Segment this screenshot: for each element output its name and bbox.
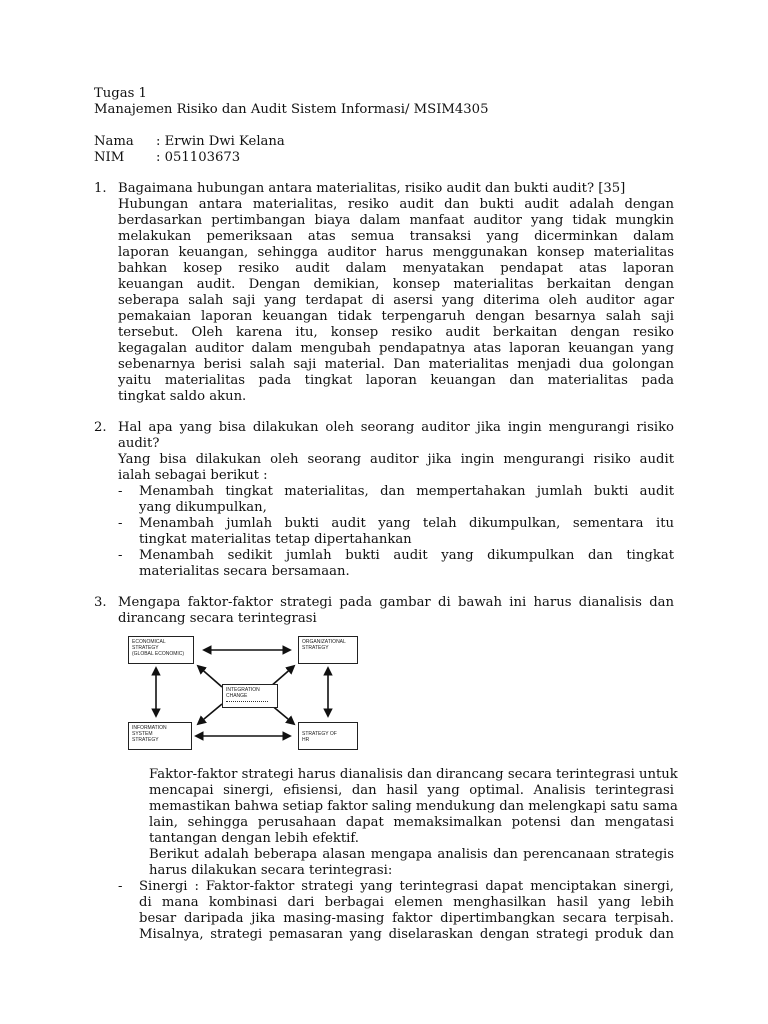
q2-bullet-line: tingkat materialitas tetap dipertahankan: [139, 532, 412, 547]
q2-bullet-line: Menambah jumlah bukti audit yang telah dikumpulkan, sementara itu: [139, 516, 674, 531]
box-label: STRATEGY: [302, 645, 329, 651]
q2-bullet-line: Menambah tingkat materialitas, dan mempertahakan jumlah bukti audit: [139, 484, 674, 499]
q3-question-line: Mengapa faktor-faktor strategi pada gambar di bawah ini harus dianalisis dan: [118, 595, 674, 610]
box-label: ECONOMICAL: [132, 639, 166, 645]
box-label: STRATEGY: [132, 645, 159, 651]
q1-answer-line: bahkan kosep resiko audit dalam menyatakan pendapat atas laporan: [118, 261, 674, 276]
q1-answer-line: pemakaian laporan keuangan tidak terpengaruh dengan besarnya salah saji: [118, 309, 674, 324]
q2-question-line: audit?: [118, 436, 160, 451]
q3-bullet-line: Misalnya, strategi pemasaran yang diselaraskan dengan strategi produk dan: [139, 927, 674, 942]
strategy-diagram: [118, 628, 378, 752]
integration-change-box: [222, 684, 278, 708]
q3-answer-line: Faktor-faktor strategi harus dianalisis dan dirancang secara terintegrasi untuk: [149, 767, 678, 782]
nama-label: Nama: [94, 134, 134, 149]
q1-answer-line: berdasarkan pertimbangan biaya dalam manfaat auditor yang tidak mungkin: [118, 213, 674, 228]
q1-number: 1.: [94, 181, 107, 196]
q3-bullet-line: di mana kombinasi dari berbagai elemen menghasilkan hasil yang lebih: [139, 895, 674, 910]
q3-bullet-line: Sinergi : Faktor-faktor strategi yang terintegrasi dapat menciptakan sinergi,: [139, 879, 674, 894]
q2-number: 2.: [94, 420, 107, 435]
bullet-dash: -: [118, 484, 123, 499]
q2-intro-line: Yang bisa dilakukan oleh seorang auditor jika ingin mengurangi risiko audit: [118, 452, 674, 467]
q3-answer-line: lain, sehingga perusahaan dapat memaksimalkan potensi dan mengatasi: [149, 815, 674, 830]
q1-answer-line: tersebut. Oleh karena itu, konsep resiko audit berkaitan dengan resiko: [118, 325, 674, 340]
box-label: CHANGE: [226, 693, 248, 699]
q2-bullet-line: materialitas secara bersamaan.: [139, 564, 350, 579]
q2-bullet-line: yang dikumpulkan,: [139, 500, 267, 515]
q1-answer-line: sebenarnya berisi salah saji material. Dan materialitas menjadi dua golongan: [118, 357, 674, 372]
nim-label: NIM: [94, 150, 125, 165]
q1-answer-line: kegagalan auditor dalam mengubah pendapatnya atas laporan keuangan yang: [118, 341, 674, 356]
q3-question-line: dirancang secara terintegrasi: [118, 611, 317, 626]
q1-answer-line: seberapa salah saji yang terdapat di asersi yang diterima oleh auditor agar: [118, 293, 674, 308]
q1-answer-line: keuangan audit. Dengan demikian, konsep materialitas berkaitan dengan: [118, 277, 674, 292]
box-label: HR: [302, 737, 310, 743]
box-label: INFORMATION: [132, 725, 167, 731]
q1-answer-line: melakukan pemeriksaan atas semua transaksi yang dicerminkan dalam: [118, 229, 674, 244]
q3-number: 3.: [94, 595, 107, 610]
q3-reason-line: harus dilakukan secara terintegrasi:: [149, 863, 393, 878]
q3-answer-line: memastikan bahwa setiap faktor saling mendukung dan melengkapi satu sama: [149, 799, 678, 814]
q1-answer-line: Hubungan antara materialitas, resiko audit dan bukti audit adalah dengan: [118, 197, 674, 212]
assignment-title: Tugas 1: [94, 86, 147, 101]
bullet-dash: -: [118, 879, 123, 894]
q1-question: Bagaimana hubungan antara materialitas, risiko audit dan bukti audit? [35]: [118, 181, 626, 196]
box-label: STRATEGY: [132, 737, 159, 743]
box-label: SYSTEM: [132, 731, 153, 737]
arrow-diag-bl: [198, 704, 222, 724]
q1-answer-line: laporan keuangan, sehingga auditor harus menggunakan konsep materialitas: [118, 245, 674, 260]
organizational-strategy-box: [298, 636, 358, 664]
q3-answer-line: tantangan dengan lebih efektif.: [149, 831, 359, 846]
q1-answer-line: yaitu materialitas pada tingkat laporan keuangan dan materialitas pada: [118, 373, 674, 388]
nama-value: : Erwin Dwi Kelana: [156, 134, 285, 149]
box-label: (GLOBAL ECONOMIC): [132, 651, 185, 657]
box-label: INTEGRATION: [226, 687, 260, 693]
q2-intro-line: ialah sebagai berikut :: [118, 468, 268, 483]
box-label: STRATEGY OF: [302, 731, 337, 737]
dotted-rule: [226, 701, 268, 702]
course-title: Manajemen Risiko dan Audit Sistem Informasi/ MSIM4305: [94, 102, 489, 117]
arrow-diag-tl: [198, 666, 222, 687]
q3-answer-line: mencapai sinergi, efisiensi, dan hasil yang optimal. Analisis terintegrasi: [149, 783, 674, 798]
bullet-dash: -: [118, 516, 123, 531]
q2-question-line: Hal apa yang bisa dilakukan oleh seorang auditor jika ingin mengurangi risiko: [118, 420, 674, 435]
nim-value: : 051103673: [156, 150, 241, 165]
q3-reason-line: Berikut adalah beberapa alasan mengapa analisis dan perencanaan strategis: [149, 847, 674, 862]
q2-bullet-line: Menambah sedikit jumlah bukti audit yang dikumpulkan dan tingkat: [139, 548, 674, 563]
hr-strategy-box: [298, 722, 358, 750]
box-label: ORGANIZATIONAL: [302, 639, 346, 645]
economical-strategy-box: [128, 636, 194, 664]
bullet-dash: -: [118, 548, 123, 563]
information-system-strategy-box: [128, 722, 192, 750]
q1-answer-line: tingkat saldo akun.: [118, 389, 247, 404]
q3-bullet-line: besar daripada jika masing-masing faktor dipertimbangkan secara terpisah.: [139, 911, 674, 926]
